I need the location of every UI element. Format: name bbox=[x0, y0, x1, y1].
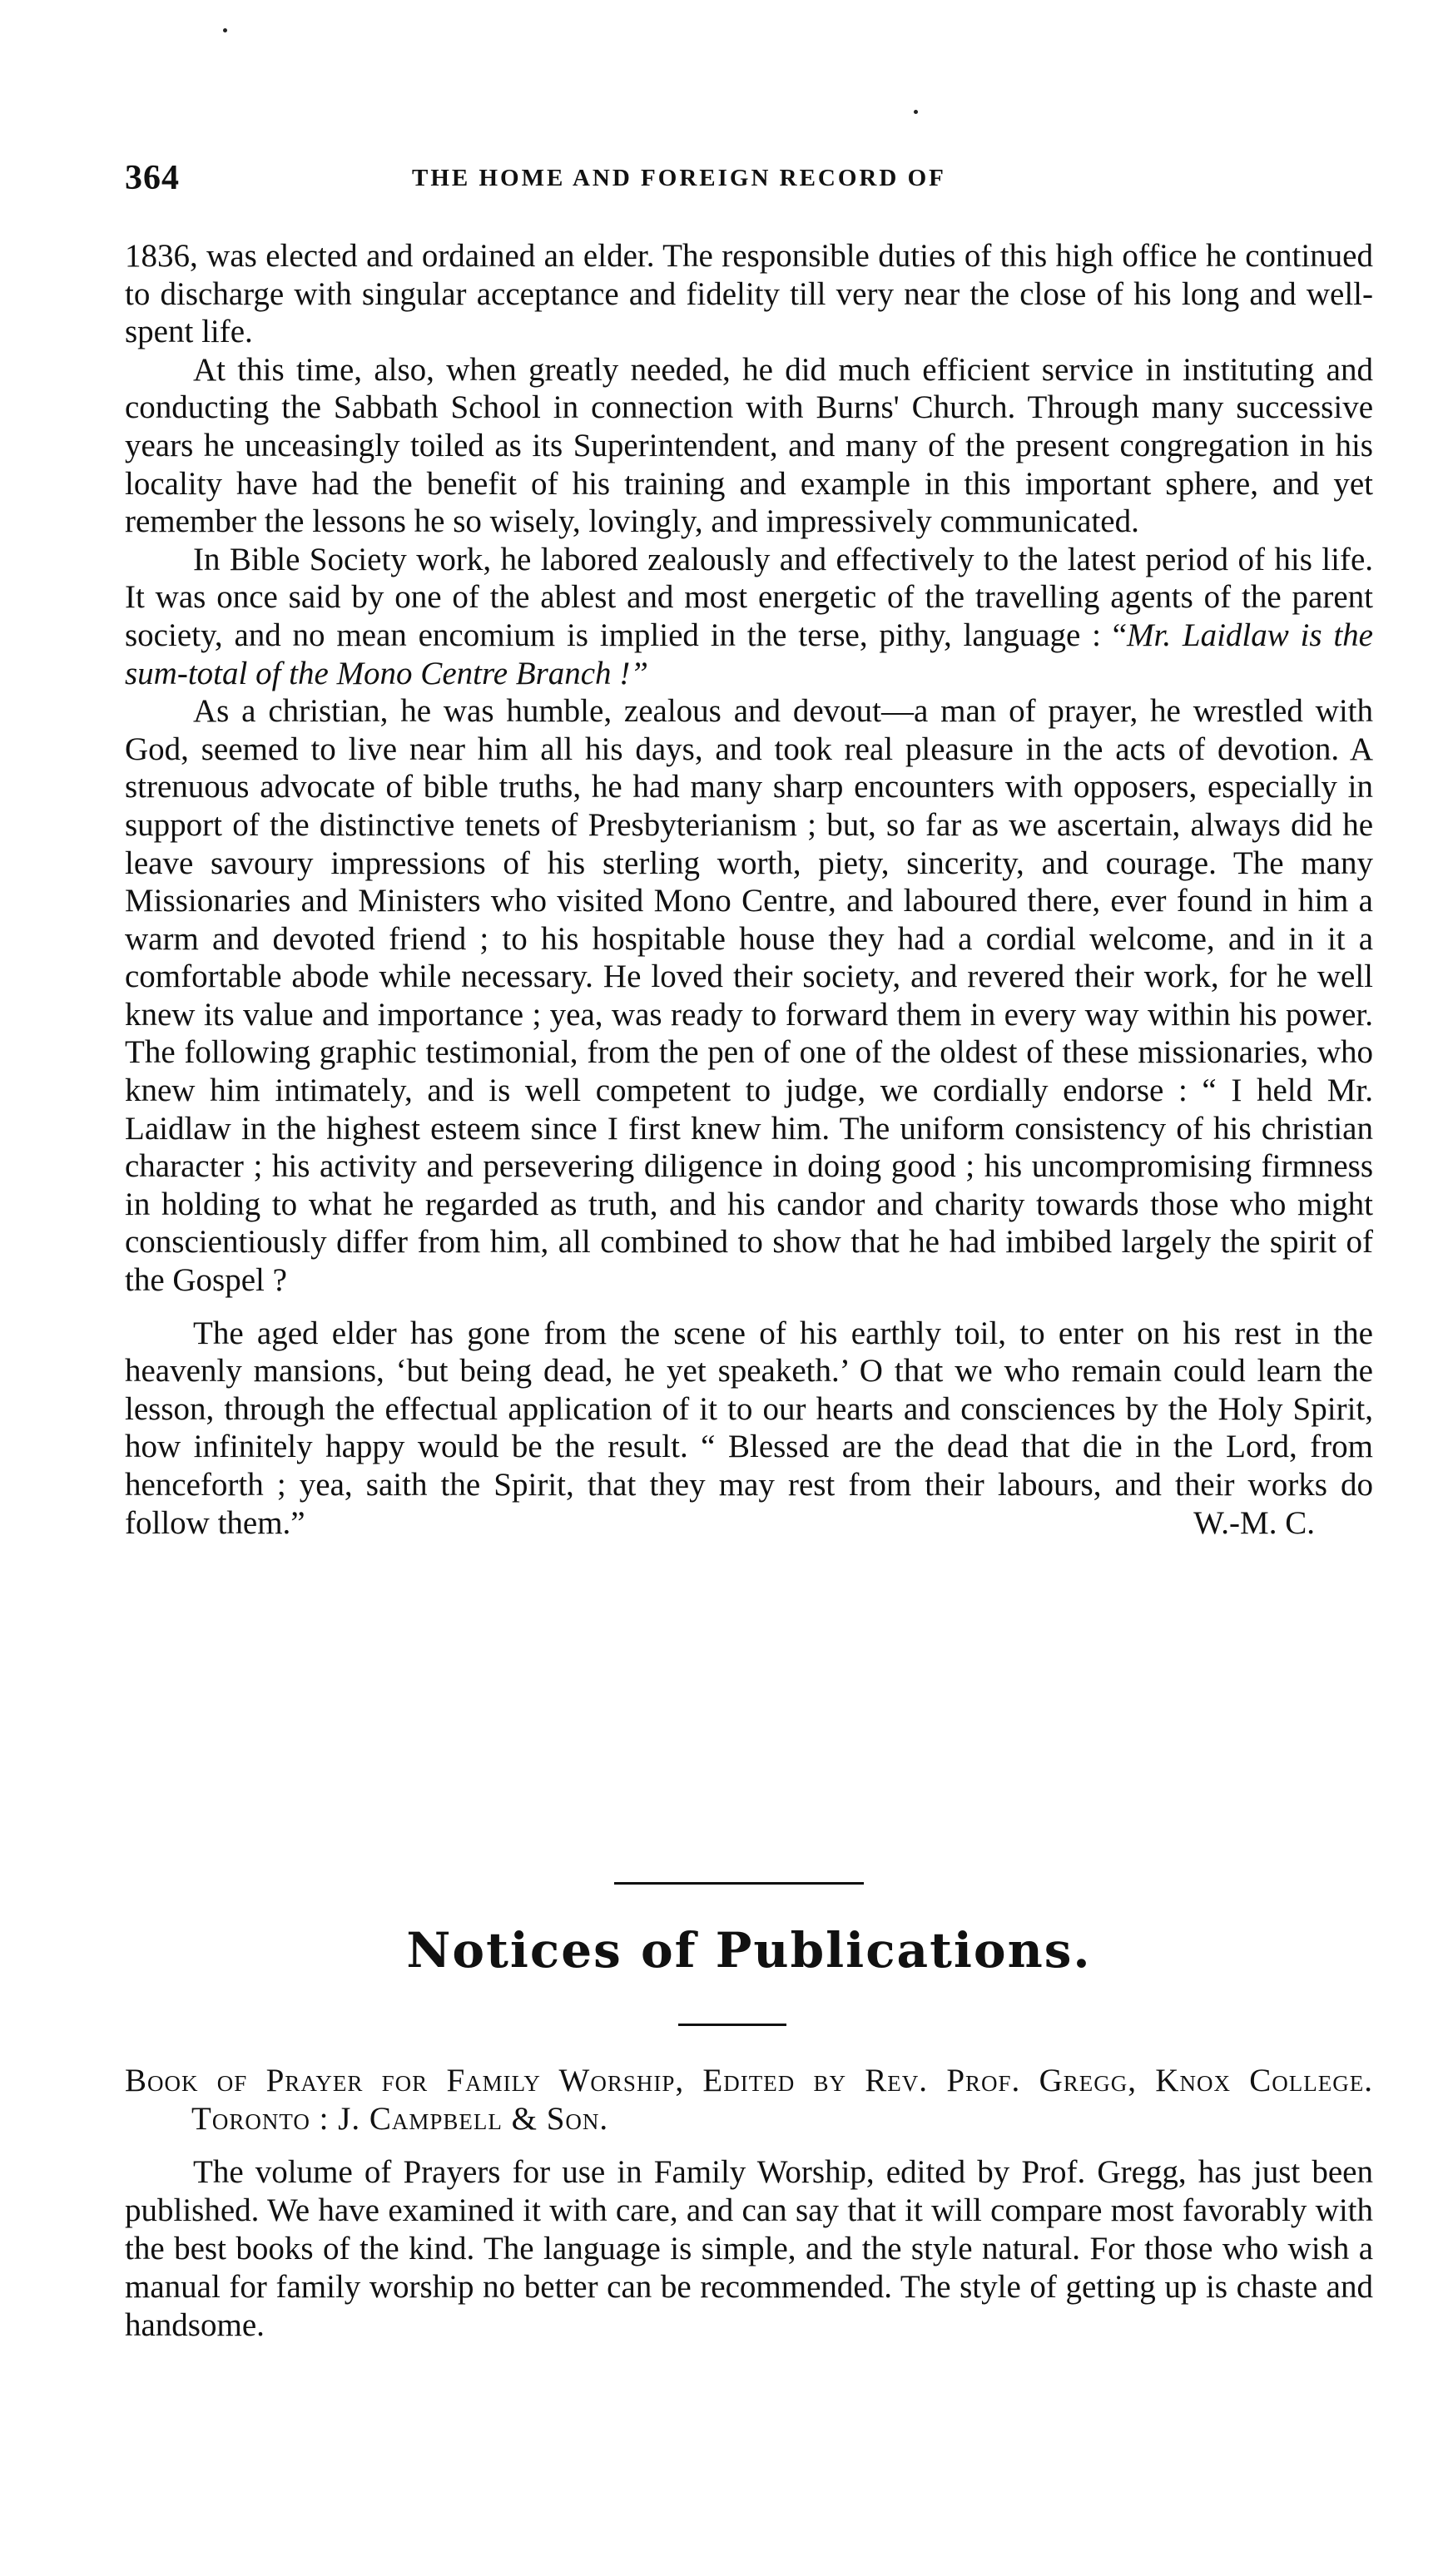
article-paragraph: As a christian, he was humble, zealous and devout—a man of prayer, he wrestled with God, seemed to live near him all his days, and took real pleasure in the acts of devotion. A strenuous advocate of bible truths, he had many sharp encounters with opposers, especially in support of the distinctive tenets of Presbyterianism ; but, so far as we ascertain, always did he leave savoury impressions of his sterling worth, piety, sincerity, and courage. The many Missionaries and Ministers who visited Mono Centre, and laboured there, ever found in him a warm and devoted friend ; to his hospitable house they had a cordial welcome, and in it a comfortable abode while necessary. He loved their society, and revered their work, for he well knew its value and importance ; yea, was ready to forward them in every way within his power. The following graphic testimonial, from the pen of one of the oldest of these missionaries, who knew him intimately, and is well competent to judge, we cordially endorse : “ I held Mr. Laidlaw in the highest esteem since I first knew him. The uniform consistency of his christian character ; his activity and persevering diligence in doing good ; his uncompromising firmness in holding to what he regarded as truth, and his candor and charity towards those who might conscientiously differ from him, all combined to show that he had imbibed largely the spirit of the Gospel ? bbox=[125, 693, 1373, 1299]
book-title: Book of Prayer for Family Worship, Edited by Rev. Prof. Gregg, Knox College. Toronto : J. Campbell & Son. bbox=[125, 2063, 1373, 2137]
article-paragraph-closing bbox=[125, 1315, 1373, 1543]
bible-society-lead: In Bible Society work, he labored zealously and effectively to the latest period of his life. It was once said by one of the ablest and most energetic of the travelling agents of the parent society, and no mean encomium is implied in the terse, pithy, language : “ bbox=[125, 541, 1373, 653]
print-speck bbox=[223, 28, 227, 32]
running-head bbox=[125, 158, 1373, 201]
print-speck bbox=[914, 110, 918, 114]
article-paragraph-bible-society bbox=[125, 541, 1373, 692]
author-signature: W.-M. C. bbox=[1193, 1504, 1315, 1541]
running-title: THE HOME AND FOREIGN RECORD OF bbox=[412, 165, 946, 191]
article-paragraph: 1836, was elected and ordained an elder. The responsible duties of this high office he continued to discharge with singular acceptance and fidelity till very near the close of his long and well-spent life. bbox=[125, 238, 1373, 350]
article-paragraph: At this time, also, when greatly needed, he did much efficient service in instituting and conducting the Sabbath School in connection with Burns' Church. Through many successive years he unceasingly toiled as its Superintendent, and many of the present congregation in his locality have had the benefit of his training and example in this important sphere, and yet remember the lessons he so wisely, lovingly, and impressively communicated. bbox=[125, 351, 1373, 540]
book-review: The volume of Prayers for use in Family Worship, edited by Prof. Gregg, has just been published. We have examined it with care, and can say that it will compare most favorably with the best books of the kind. The language is simple, and the style natural. For those who wish a manual for family worship no better can be recommended. The style of getting up is chaste and handsome. bbox=[125, 2154, 1373, 2343]
closing-text: The aged elder has gone from the scene of his earthly toil, to enter on his rest in the heavenly mansions, ‘but being dead, he yet speaketh.’ O that we who remain could learn the lesson, through the effectual application of it to our hearts and consciences by the Holy Spirit, how infinitely happy would be the result. “ Blessed are the dead that die in the Lord, from henceforth ; yea, saith the Spirit, that they may rest from their labours, and their works do follow them.” bbox=[125, 1315, 1373, 1541]
heading-underline bbox=[678, 2024, 786, 2026]
publication-notice bbox=[125, 2062, 1373, 2345]
section-divider bbox=[614, 1882, 864, 1885]
section-heading: Notices of Publications. bbox=[406, 1922, 1092, 1979]
page-number: 364 bbox=[125, 159, 180, 197]
article-body bbox=[125, 237, 1373, 1542]
bible-society-quote: Mr. Laidlaw is the sum-total of the Mono Centre Branch !” bbox=[125, 617, 1373, 691]
